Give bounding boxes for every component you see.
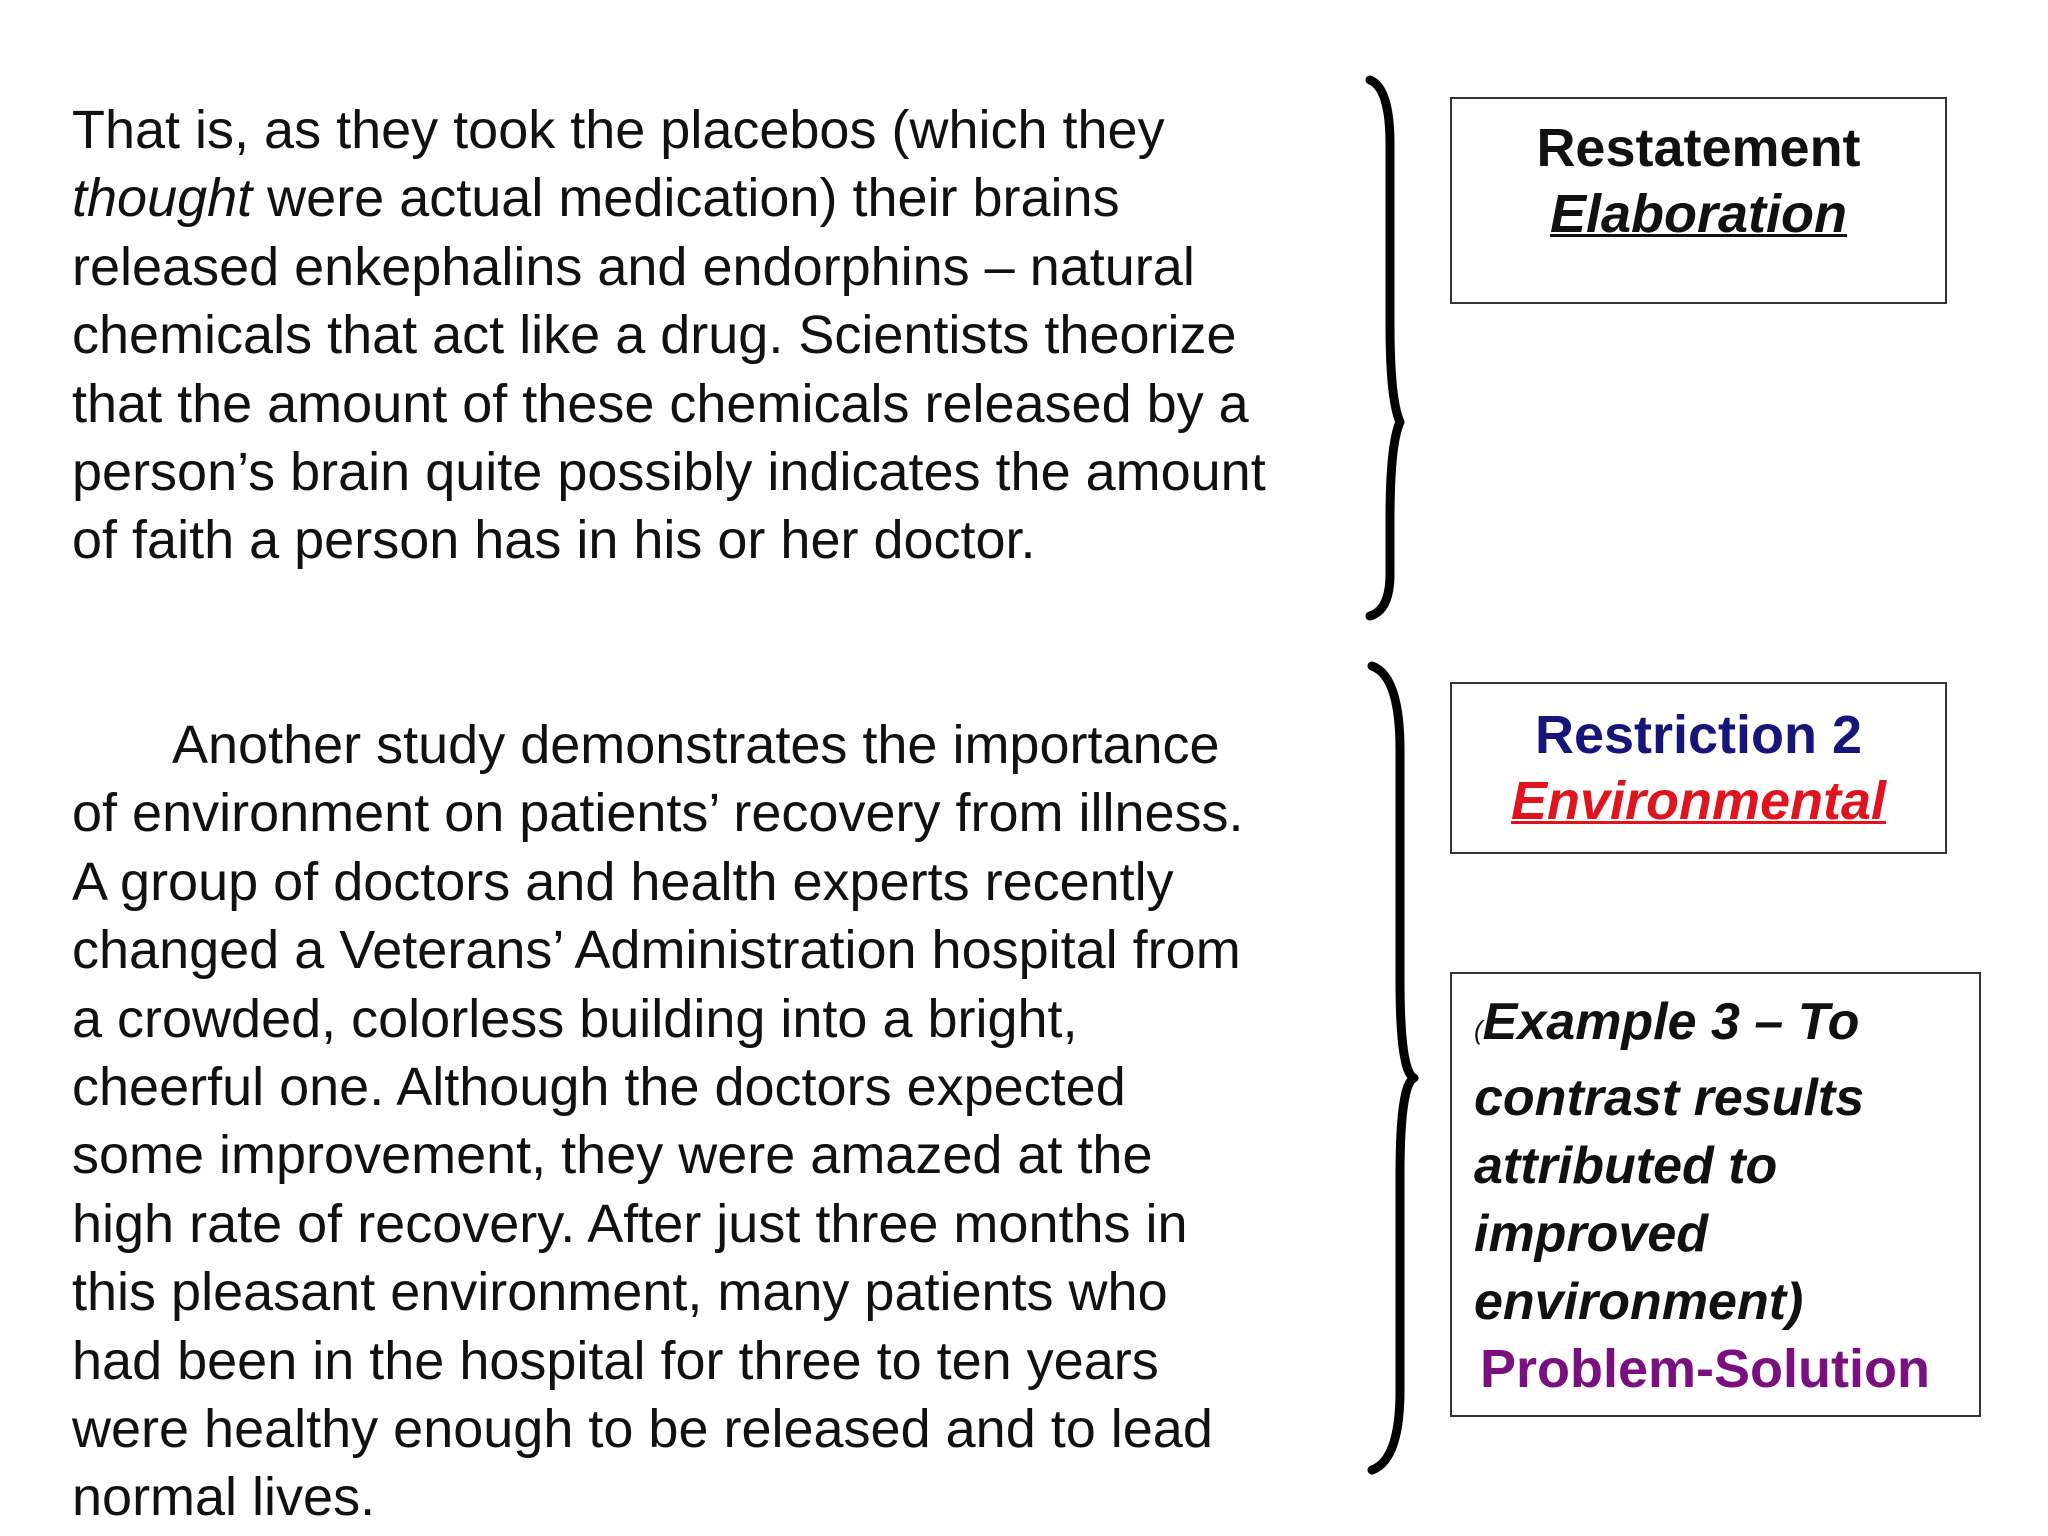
example-line — [1474, 988, 1979, 1064]
restatement-label: Restatement — [1536, 118, 1861, 178]
paragraph-line: released enkephalins and endorphins – natural — [72, 236, 1195, 297]
paragraph-line: changed a Veterans’ Administration hospital from — [72, 920, 1241, 981]
paragraph-line: some improvement, they were amazed at the — [72, 1125, 1153, 1186]
paragraph-line: this pleasant environment, many patients who — [72, 1262, 1168, 1323]
paragraph-line: chemicals that act like a drug. Scientists theorize — [72, 305, 1237, 366]
elaboration-label: Elaboration — [1549, 184, 1848, 244]
curly-brace-top — [1356, 74, 1416, 622]
paragraph-line: normal lives. — [72, 1467, 376, 1528]
emphasized-word: thought — [72, 168, 253, 229]
example-line: contrast results — [1474, 1069, 1865, 1127]
paragraph-line: cheerful one. Although the doctors expected — [72, 1057, 1126, 1118]
curly-brace-bottom — [1360, 660, 1430, 1476]
example-line: environment) — [1474, 1273, 1804, 1331]
paragraph-line: A group of doctors and health experts recently — [72, 851, 1174, 912]
example-line: improved — [1474, 1205, 1709, 1263]
paragraph-restatement — [72, 96, 1352, 575]
paragraph-line: had been in the hospital for three to ten years — [72, 1330, 1159, 1391]
problem-solution-label: Problem-Solution — [1480, 1339, 1930, 1399]
label-box-example — [1450, 972, 1981, 1417]
example-line: attributed to — [1474, 1137, 1778, 1195]
paragraph-line: of environment on patients’ recovery from illness. — [72, 783, 1244, 844]
paragraph-line: that the amount of these chemicals released by a — [72, 373, 1249, 434]
paragraph-line-rest: were actual medication) their brains — [252, 168, 1120, 229]
paragraph-line: high rate of recovery. After just three months in — [72, 1193, 1188, 1254]
label-box-restriction — [1450, 682, 1947, 854]
paragraph-line: That is, as they took the placebos (which they — [72, 100, 1165, 160]
environmental-label: Environmental — [1510, 771, 1887, 831]
paragraph-line: Another study demonstrates the importance — [172, 715, 1220, 775]
restriction-label: Restriction 2 — [1534, 705, 1863, 765]
paragraph-line: of faith a person has in his or her doctor. — [72, 510, 1036, 571]
paragraph-line: person’s brain quite possibly indicates the amount — [72, 442, 1266, 503]
paragraph-line: a crowded, colorless building into a bright, — [72, 988, 1078, 1049]
label-box-restatement — [1450, 97, 1947, 304]
paragraph-line: were healthy enough to be released and to lead — [72, 1399, 1213, 1460]
open-paren: ( — [1474, 1015, 1483, 1045]
paragraph-environment-study — [72, 711, 1352, 1532]
example-line-text: Example 3 – To — [1482, 993, 1860, 1051]
paragraph-line — [72, 164, 1352, 232]
